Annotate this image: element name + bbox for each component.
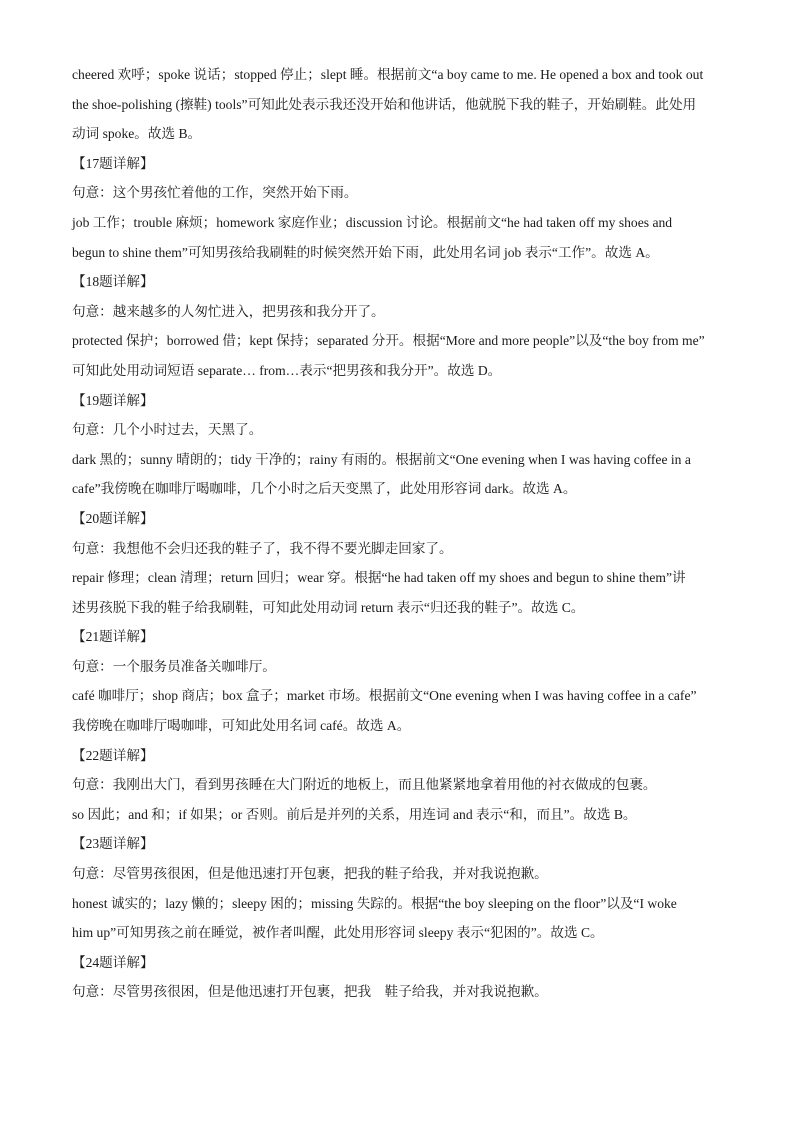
explanation-16-continued xyxy=(72,60,732,149)
sentence-meaning: 句意：一个服务员准备关咖啡厅。 xyxy=(72,658,276,674)
text-line: the shoe-polishing (擦鞋) tools”可知此处表示我还没开始和他讲话，他就脱下我的鞋子，开始刷鞋。此处用 xyxy=(72,96,697,112)
sentence-meaning: 句意：我想他不会归还我的鞋子了，我不得不要光脚走回家了。 xyxy=(72,540,453,556)
sentence-meaning: 句意：越来越多的人匆忙进入，把男孩和我分开了。 xyxy=(72,303,385,319)
explanation-18 xyxy=(72,267,732,385)
text-line: cheered 欢呼；spoke 说话；stopped 停止；slept 睡。根据前文“a boy came to me. He opened a box and took out xyxy=(72,67,704,82)
explanation-17 xyxy=(72,149,732,267)
section-heading: 【20题详解】 xyxy=(72,510,154,526)
text-line: café 咖啡厅；shop 商店；box 盒子；market 市场。根据前文“One evening when I was having coffee in a cafe” xyxy=(72,688,697,704)
text-line: cafe”我傍晚在咖啡厅喝咖啡，几个小时之后天变黑了，此处用形容词 dark。故选 A。 xyxy=(72,481,577,497)
text-line: 述男孩脱下我的鞋子给我刷鞋，可知此处用动词 return 表示“归还我的鞋子”。故选 C。 xyxy=(72,599,585,615)
section-heading: 【19题详解】 xyxy=(72,392,154,408)
text-line: job 工作；trouble 麻烦；homework 家庭作业；discussion 讨论。根据前文“he had taken off my shoes and xyxy=(72,214,673,230)
section-heading: 【22题详解】 xyxy=(72,747,154,763)
text-line: honest 诚实的；lazy 懒的；sleepy 困的；missing 失踪的。根据“the boy sleeping on the floor”以及“I woke xyxy=(72,895,677,911)
sentence-meaning: 句意：我刚出大门，看到男孩睡在大门附近的地板上，而且他紧紧地拿着用他的衬衣做成的包裹。 xyxy=(72,777,657,793)
text-line: begun to shine them”可知男孩给我刷鞋的时候突然开始下雨，此处用名词 job 表示“工作”。故选 A。 xyxy=(72,244,659,260)
explanation-24 xyxy=(72,948,732,1007)
sentence-meaning: 句意：这个男孩忙着他的工作，突然开始下雨。 xyxy=(72,185,358,201)
explanation-20 xyxy=(72,504,732,622)
explanation-19 xyxy=(72,386,732,504)
sentence-meaning: 句意：尽管男孩很困，但是他迅速打开包裹，把我的鞋子给我，并对我说抱歉。 xyxy=(72,866,548,882)
text-line: 动词 spoke。故选 B。 xyxy=(72,126,202,142)
text-line: 我傍晚在咖啡厅喝咖啡，可知此处用名词 café。故选 A。 xyxy=(72,718,411,734)
section-heading: 【21题详解】 xyxy=(72,629,154,645)
explanation-23 xyxy=(72,829,732,947)
text-line: 可知此处用动词短语 separate… from…表示“把男孩和我分开”。故选 D。 xyxy=(72,362,502,378)
text-line: protected 保护；borrowed 借；kept 保持；separated 分开。根据“More and more people”以及“the boy from me” xyxy=(72,333,705,349)
sentence-meaning: 句意：几个小时过去，天黑了。 xyxy=(72,422,263,438)
section-heading: 【23题详解】 xyxy=(72,836,154,852)
section-heading: 【18题详解】 xyxy=(72,274,154,290)
explanation-22 xyxy=(72,741,732,830)
section-heading: 【24题详解】 xyxy=(72,954,154,970)
text-line: dark 黑的；sunny 晴朗的；tidy 干净的；rainy 有雨的。根据前文“One evening when I was having coffee in a xyxy=(72,451,691,467)
section-heading: 【17题详解】 xyxy=(72,155,154,171)
sentence-meaning: 句意：尽管男孩很困，但是他迅速打开包裹，把我 鞋子给我，并对我说抱歉。 xyxy=(72,984,548,1000)
answer-explanations xyxy=(72,60,732,1007)
explanation-21 xyxy=(72,622,732,740)
text-line: so 因此；and 和；if 如果；or 否则。前后是并列的关系，用连词 and 表示“和，而且”。故选 B。 xyxy=(72,806,637,822)
text-line: repair 修理；clean 清理；return 回归；wear 穿。根据“he had taken off my shoes and begun to shine them”讲 xyxy=(72,570,686,586)
text-line: him up”可知男孩之前在睡觉，被作者叫醒，此处用形容词 sleepy 表示“犯困的”。故选 C。 xyxy=(72,925,604,941)
